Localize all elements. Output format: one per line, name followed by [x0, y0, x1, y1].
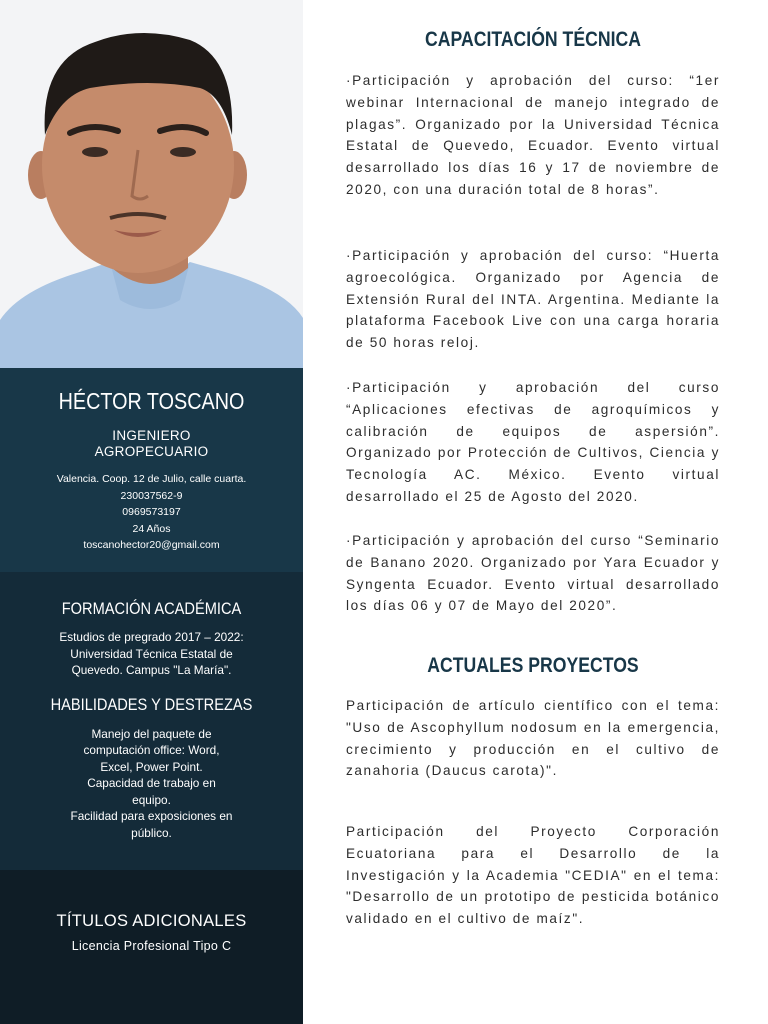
contact-age: 24 Años — [132, 522, 171, 535]
education-line: Universidad Técnica Estatal de — [70, 646, 233, 661]
skills-list — [24, 726, 279, 842]
skills-line: Manejo del paquete de — [91, 726, 212, 741]
profile-title-line2: AGROPECUARIO — [94, 444, 209, 459]
contact-phone: 0969573197 — [122, 506, 181, 518]
contact-address: Valencia. Coop. 12 de Julio, calle cuarta. — [56, 473, 247, 485]
additional-section — [0, 870, 303, 1024]
profile-title — [24, 428, 279, 460]
training-item: ·Participación y aprobación del curso: “1er webinar Internacional de manejo integrado de plagas”. Organizado por la Universidad Técnica Estatal de Quevedo, Ecuador. Evento virtual desarrollado los días 16 y 17 de noviembre de 2020, con una duración total de 8 horas”. — [346, 73, 720, 197]
additional-heading: TÍTULOS ADICIONALES — [56, 912, 247, 930]
skills-line: Capacidad de trabajo en — [87, 776, 216, 790]
contact-id: 230037562-9 — [120, 489, 183, 502]
education-line: Estudios de pregrado 2017 – 2022: — [59, 630, 244, 644]
contact-email: toscanohector20@gmail.com — [83, 539, 220, 551]
training-item: ·Participación y aprobación del curso: “Huerta agroecológica. Organizado por Agencia de Extensión Rural del INTA. Argentina. Mediante la plataforma Facebook Live con una carga horaria de 50 horas reloj. — [346, 248, 720, 351]
education-skills-section — [0, 572, 303, 870]
profile-photo — [0, 0, 303, 368]
additional-item: Licencia Profesional Tipo C — [71, 939, 232, 953]
training-heading: CAPACITACIÓN TÉCNICA — [425, 28, 641, 51]
skills-heading: HABILIDADES Y DESTREZAS — [50, 694, 253, 714]
projects-heading: ACTUALES PROYECTOS — [427, 654, 639, 677]
training-item: ·Participación y aprobación del curso “Aplicaciones efectivas de agroquímicos y calibración de equipos de aspersión”. Organizado por Protección de Cultivos, Ciencia y Tecnología AC. México. Evento virtual desarrollado el 25 de Agosto del 2020. — [346, 380, 720, 504]
profile-name: HÉCTOR TOSCANO — [58, 388, 245, 414]
education-heading: FORMACIÓN ACADÉMICA — [61, 599, 242, 618]
training-item: ·Participación y aprobación del curso “Seminario de Banano 2020. Organizado por Yara Ecuador y Syngenta Ecuador. Evento virtual desarrollado los días 06 y 07 de Mayo del 2020”. — [346, 533, 720, 614]
sidebar — [0, 0, 303, 1024]
contact-info — [24, 471, 279, 554]
education-line: Quevedo. Campus "La María". — [71, 663, 232, 677]
profile-section — [0, 368, 303, 572]
project-item: Participación de artículo científico con el tema: "Uso de Ascophyllum nodosum en la emergencia, crecimiento y producción en el cultivo de zanahoria (Daucus carota)". — [346, 698, 720, 779]
project-item: Participación del Proyecto Corporación Ecuatoriana para el Desarrollo de la Investigación y la Academia "CEDIA" en el tema: "Desarrollo de un prototipo de pesticida botánico validado en el cultivo de maíz". — [346, 824, 720, 927]
skills-line: equipo. — [132, 792, 171, 807]
skills-line: Facilidad para exposiciones en — [70, 809, 233, 823]
profile-title-line1: INGENIERO — [112, 428, 191, 443]
skills-line: computación office: Word, — [83, 743, 220, 757]
skills-line: Excel, Power Point. — [100, 759, 203, 774]
education-text — [24, 629, 279, 679]
skills-line: público. — [131, 825, 172, 840]
